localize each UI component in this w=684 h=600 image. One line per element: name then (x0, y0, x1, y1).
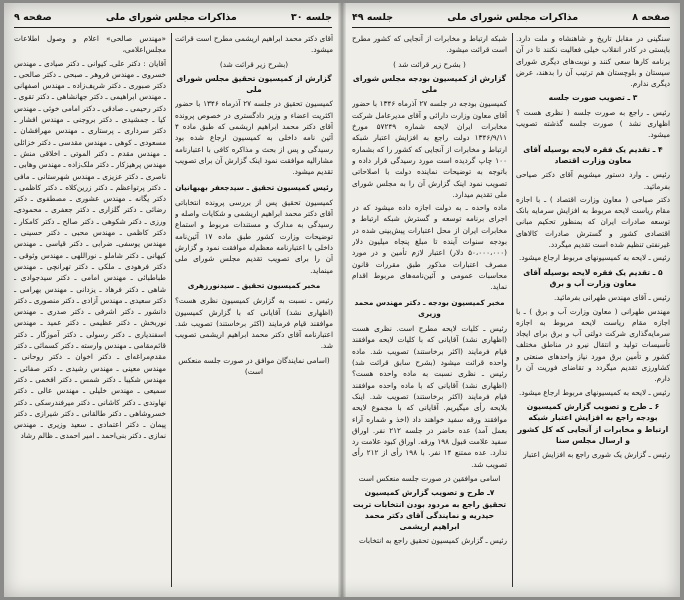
paragraph: دکتر صیاحی ( معاون وزارت اقتصاد ) ـ با اجازه مقام ریاست لایحه مربوط به افزایش سرمایه بانک توسعه صادرات ایران که بمنظور تحکیم مبانی اقتصادی کشور و گسترش صادرات کالاهای غیرنفتی تنظیم شده است تقدیم میگردد. (516, 194, 670, 250)
left-inner-column (175, 33, 333, 589)
document-spread (4, 3, 680, 597)
signature: رئیس کمیسیون تحقیق ـ سید‌جعفر بهبهانیان (175, 182, 333, 192)
section-heading: ۶ ـ طرح و تصویب گزارش کمیسیون بودجه راجع به افزایش اعتبار شبکه ارتباط و مخابرات از آنجایی که کل کشور و ارسال مجلس سنا (517, 401, 669, 445)
paragraph: آقای دکتر محمد ابراهیم اریشمی مطرح است قرائت میشود. (175, 34, 333, 55)
signature: مخبر کمیسیون بودجه ـ دکتر مهندس محمد وزیری (354, 297, 505, 318)
section-heading: ۴ ـ تقدیم یک فقره لایحه بوسیله آقای معاون وزارت اقتصاد (523, 144, 663, 165)
paragraph: رئیس ـ کلیات لایحه مطرح است. نظری هست (اظهاری نشد) آقایانی که با کلیات لایحه موافقند قیام فرمایند (اکثر برخاستند) تصویب شد. ماده واحده قرائت میشود (بشرح سابق قرائت شد) رئیس ـ نظری نسبت به ماده واحده هست؟ (اظهاری نشد) آقایانی که با ماده واحده موافقند قیام فرمایند (اکثر برخاستند) تصویب شد. اینک بلایحه رأی میگیریم. آقایانی که با مجموع لایحه موافقند ورقه سفید خواهند داد (اخذ و شماره آراء بعمل آمد) عده حاضر در جلسه ۲۱۲ نفر. اوراق سفید علامت قبول ۱۹۸ ورقه. اوراق کبود علامت رد ندارد. عده ممتنع ۱۴ نفر. با ۱۹۸ رأی از ۲۱۲ رأی تصویب شد. (352, 324, 507, 469)
right-header-session: جلسه ۴۹ (352, 11, 394, 23)
right-inner-column (352, 33, 507, 589)
left-outer-column (14, 33, 166, 589)
section-heading: ۳ ـ تصویب صورت جلسه (548, 93, 638, 103)
right-header-title: مذاکرات مجلس شورای ملی (447, 11, 579, 23)
paragraph: «مهندس صالحی» اعلام و وصول اطلاعات مجلس‌اعلامی، (14, 34, 166, 55)
article: ماده واحده ـ به دولت اجازه داده میشود که در اجرای برنامه توسعه و گسترش شبکه ارتباط و مخابرات ایران از محل اعتبارات پیش‌بینی شده در بودجه سنوات آینده تا مبلغ پنجاه میلیون دلار (۵۰،۰۰۰،۰۰۰ دلار) اعتبار لازم تأمین و در مورد مصرف اعتبارات مذکور طبق مقررات قانون محاسبات عمومی و آئین‌نامه‌های مربوط اقدام نماید. (352, 203, 507, 292)
paragraph: اسامی موافقین در صورت جلسه منعکس است (358, 473, 501, 483)
right-outer-column (516, 33, 670, 589)
right-header-page-label: صفحه ۸ (632, 11, 670, 23)
paragraph: سنگینی در مقابل تاریخ و شاهنشاه و ملت دارد. بایستی در کادر انقلاب خیلی فعالیت نکنند تا در آن برنامه کارها سعی کنند و نوبت‌های دیگری شورای سیستان و بلوچستان هم ترتیب آن را بدهند، عرض دیگری ندارم. (516, 34, 670, 89)
paragraph: کمیسیون تحقیق در جلسه ۲۷ آذرماه ۱۳۴۶ با حضور اکثریت اعضاء و وزیر دادگستری در خصوص پرونده آقای دکتر محمد ابراهیم اریشمی که طبق ماده ۴ آئین نامه داخلی به کمیسیون ارجاع شده بود رسیدگی و پس از بحث و مذاکره کافی با اعتبارنامه مشارالیه موافقت نمود اینک گزارش آن برای تصویب تقدیم میشود. (175, 99, 333, 177)
left-column-rule (171, 33, 172, 587)
right-page-header (352, 9, 670, 25)
report-title: گزارش از کمیسیون تحقیق مجلس شورای ملی (176, 73, 332, 95)
attendee-list: آقایان : دکتر علی‌ـ کیوانی ـ دکتر صیادی ـ مهندس خسروی ـ مهندس فروهر ـ صبحی ـ دکتر صالحی ـ دکتر صبوری ـ دکتر شریف‌زاده ـ مهندس اصفهانی ـ مهندس ابراهیمی ـ دکتر جهانشاهی ـ دکتر تقوی ـ دکتر رحیمی ـ صادقی ـ دکتر امامی خوئی ـ مهندس کیا ـ جمشیدی ـ دکتر بروجنی ـ مهندس افشار ـ دکتر سرداری ـ پرستاری ـ مهندس مهرافشان ـ مسعودی ـ کوهی ـ مهندس مقدسی ـ دکتر خزائلی ـ مهندس مقدم ـ دکتر الموتی ـ اخلاقی منش ـ مهندس پرهیزکار ـ دکتر ملک‌زاده ـ مهندس وهابی ـ ناصری ـ دکتر عزیزی ـ مهندس شهرستانی ـ مافی ـ دکتر پرتو‌اعظم ـ دکتر زرین‌کلاه ـ دکتر کاظمی ـ دکتر یگانه ـ مهندس عشوری ـ مصطفوی ـ دکتر رضائی ـ دکتر گلزاری ـ دکتر جعفری ـ محمودی‌ـ ورزی ـ دکتر شکوهی ـ دکتر صالح ـ دکتر کامکار ـ دکتر کاظمی ـ مهندس محبی ـ دکتر حسینی ـ مهندس یوسفی‌ـ ضرابی ـ دکتر قیاسی ـ مهندس کیهانی ـ دکتر شاملو ـ نوراللهی ـ مهندس وثوقی ـ دکتر فرهودی ـ ملکی ـ دکتر تهرانچی ـ مهندس طباطبائی ـ مهندس امامی ـ دکتر سیدجوادی ـ شاهی ـ دکتر فرهاد ـ یزدانی ـ مهندس بهرامی ـ دکتر سعیدی ـ مهندس آزادی ـ دکتر منصوری ـ دکتر دانشور ـ دکتر اشرفی ـ دکتر صدری ـ مهندس نوربخش ـ دکتر عظیمی ـ دکتر عمید ـ مهندس اسفندیاری ـ دکتر رسولی ـ دکتر آموزگار ـ دکتر قائم‌مقامی ـ مهندس وارسته ـ دکتر کسمائی ـ دکتر مقدم‌مراغه‌ای ـ دکتر اخوان ـ دکتر روحانی ـ مهندس معینی ـ مهندس رشیدی ـ دکتر صفائی ـ مهندس شکیبا ـ دکتر شمس ـ دکتر افخمی ـ دکتر سمیعی ـ مهندس خلیلی ـ مهندس عالی ـ دکتر نهاوندی ـ دکتر کاشانی ـ دکتر میرفندرسکی ـ دکتر خسروشاهی ـ دکتر طالقانی ـ دکتر شیرازی ـ دکتر پیمان ـ دکتر اعتمادی ـ سعید وزیری ـ مهندس نمازی ـ دکتر بنی‌احمد ـ امیر احمدی ـ ظالم رشاد (14, 58, 166, 441)
section-heading: ۷ـ طرح و تصویب گزارش کمیسیون تحقیق راجع به مردود بودن انتخابات تربت حیدریه و نمایندگی آقای دکتر محمد ابراهیم اریشمی (352, 488, 507, 532)
paragraph: رئیس ـ گزارش یک شوری راجع به افزایش اعتبار (523, 450, 670, 460)
paragraph: رئیس ـ گزارش کمیسیون تحقیق راجع به انتخابات (358, 536, 507, 546)
paragraph: رئیس ـ لایحه به کمیسیونهای مربوط ارجاع میشود. (519, 387, 670, 397)
right-header-rule (352, 27, 670, 28)
paragraph: رئیس ـ وارد دستور میشویم آقای دکتر صیاحی بفرمائید. (516, 170, 670, 191)
left-page-header (14, 9, 332, 25)
paragraph: رئیس ـ راجع به صورت جلسه ( نظری هست ؟ اظهاری نشد ) صورت جلسه گذشته تصویب میشود. (516, 107, 670, 140)
paragraph: شبکه ارتباط و مخابرات از آنجایی که کشور مطرح است قرائت میشود. (352, 34, 507, 55)
paragraph: (اسامی نمایندگان موافق در صورت جلسه منعکس است) (178, 355, 330, 377)
left-header-session: جلسه ۳۰ (290, 11, 332, 23)
left-header-rule (14, 27, 332, 28)
report-title: گزارش از کمیسیون بودجه مجلس شورای ملی (352, 73, 507, 95)
paragraph: ( بشرح زیر قرائت شد ) (393, 59, 466, 69)
left-header-page-label: صفحه ۹ (14, 11, 52, 23)
paragraph: مهندس طهرانی ( معاون وزارت آب و برق ) ـ با اجازه مقام ریاست لایحه مربوط به اجازه سرمایه‌گذاری شرکت دولتی آب و برق برای ایجاد تأسیسات تولید و انتقال نیرو در مناطق مختلف کشور و تأمین برق مورد نیاز واحدهای صنعتی و کشاورزی تقدیم میگردد و تقاضای فوریت آن را دارم. (516, 306, 670, 384)
right-page (342, 3, 680, 597)
paragraph: کمیسیون بودجه در جلسه ۲۷ آذرماه ۱۳۴۶ با حضور آقای معاون وزارت دارائی و آقای مدیرعامل شرکت مخابرات ایران لایحه شماره ۵۷۲۴۹ مورخ ۱۳۴۶/۹/۱۱ دولت راجع به افزایش اعتبار شبکه ارتباط و مخابرات از آنجایی که کشور را که بشماره ۱۰۰ چاپ گردیده است مورد رسیدگی قرار داده و باتوجه به توضیحات نماینده دولت با اصلاحاتی تصویب نمود اینک گزارش آن را به مجلس شورای ملی تقدیم میدارد. (352, 99, 507, 199)
paragraph: کمیسیون تحقیق پس از بررسی پرونده انتخاباتی آقای دکتر محمد ابراهیم اریشمی و شکایات واصله و رسیدگی به مدارک و مستندات مربوط و استماع توضیحات وزارت کشور طبق ماده ۱۷ آئین‌نامه داخلی با اعتبارنامه معظم‌له موافقت نمود و گزارش آن را برای تصویب تقدیم مجلس شورای ملی مینماید. (175, 197, 333, 275)
right-column-rule (512, 33, 513, 587)
paragraph: رئیس ـ نسبت به گزارش کمیسیون نظری هست؟ (اظهاری نشد) آقایانی که با گزارش کمیسیون موافقند قیام فرمایند (اکثر برخاستند) تصویب شد. اعتبارنامه آقای دکتر محمد ابراهیم اریشمی تصویب شد. (175, 296, 333, 351)
paragraph: (بشرح زیر قرائت شد) (219, 59, 289, 69)
paragraph: رئیس ـ لایحه به کمیسیونهای مربوط ارجاع میشود. (519, 253, 670, 263)
left-page (4, 3, 342, 597)
signature: مخبر کمیسیون تحقیق ـ سید‌نور‌زهری (187, 280, 321, 290)
paragraph: رئیس ـ آقای مهندس طهرانی بفرمائید. (553, 293, 670, 303)
left-header-title: مذاکرات مجلس شورای ملی (105, 11, 237, 23)
section-heading: ۵ ـ تقدیم یک فقره لایحه بوسیله آقای معاون وزارت آب و برق (523, 267, 663, 288)
